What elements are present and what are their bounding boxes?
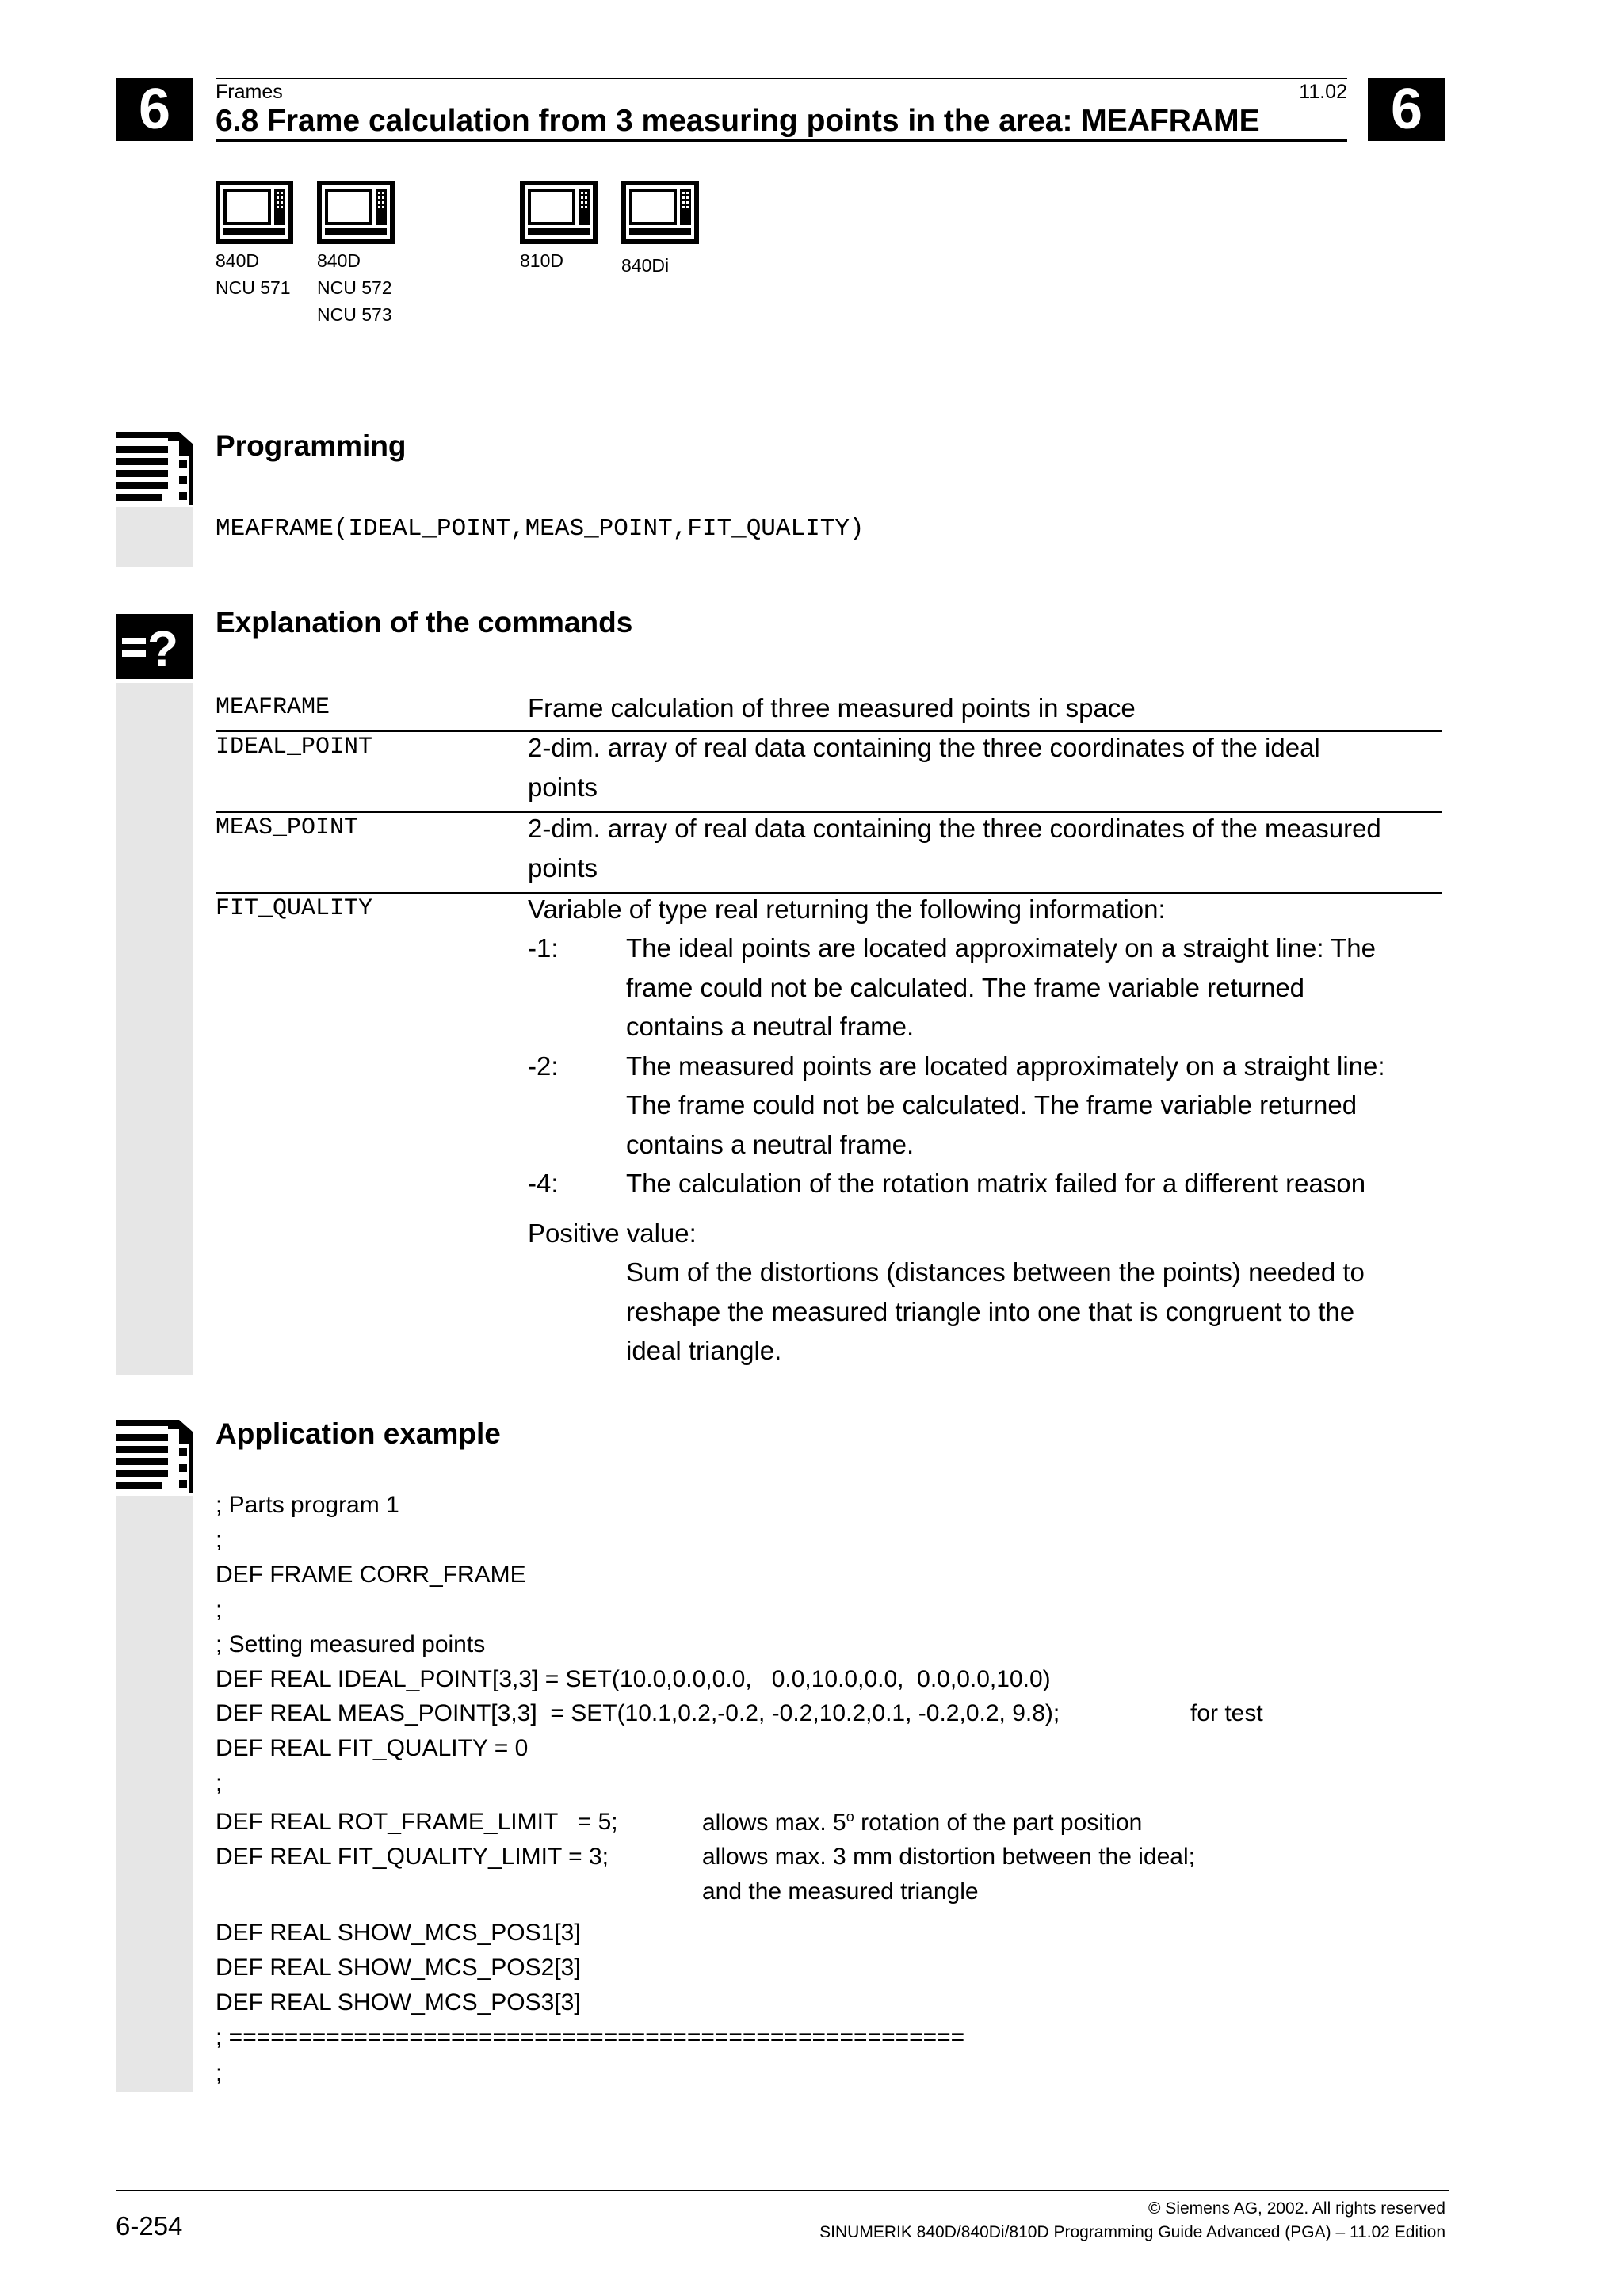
header-top-rule: [216, 78, 1347, 79]
code-line: DEF FRAME CORR_FRAME: [216, 1562, 526, 1588]
page-number: 6-254: [116, 2211, 183, 2241]
table-rule: [216, 811, 1442, 813]
section-label: Frames: [216, 81, 283, 103]
application-heading: Application example: [216, 1417, 501, 1450]
code-value: -4:: [528, 1169, 559, 1198]
code-description-line: contains a neutral frame.: [626, 1129, 915, 1159]
table-rule: [216, 892, 1442, 894]
comment-fit-limit-2: and the measured triangle: [702, 1878, 979, 1905]
footer-rule: [116, 2190, 1449, 2191]
chapter-number: 6: [138, 78, 171, 141]
code-line: DEF REAL FIT_QUALITY = 0: [216, 1735, 529, 1761]
chapter-badge-right: [1368, 78, 1445, 141]
control-panel-icon: [621, 181, 699, 248]
svg-text:?: ?: [147, 620, 179, 677]
code-line: ;: [216, 1527, 223, 1553]
control-label: NCU 572: [317, 277, 392, 298]
control-label: NCU 571: [216, 277, 291, 298]
code-line: DEF REAL MEAS_POINT[3,3] = SET(10.1,0.2,-0.2, -0.2,10.2,0.1, -0.2,0.2, 9.8);: [216, 1700, 1060, 1726]
guide-title: SINUMERIK 840D/840Di/810D Programming Guide Advanced (PGA) – 11.02 Edition: [819, 2223, 1445, 2241]
table-rule: [216, 730, 1442, 732]
code-line: DEF REAL FIT_QUALITY_LIMIT = 3;: [216, 1844, 609, 1870]
programming-heading: Programming: [216, 429, 407, 462]
control-panel-icon: [216, 181, 293, 248]
desc-ideal-point-line-1: 2-dim. array of real data containing the three coordinates of the ideal: [528, 733, 1320, 762]
comment-fit-limit-1: allows max. 3 mm distortion between the ideal;: [702, 1844, 1195, 1870]
code-line: ; Setting measured points: [216, 1631, 486, 1657]
code-description-line: The calculation of the rotation matrix failed for a different reason: [626, 1169, 1366, 1198]
programming-icon: [116, 1420, 193, 1493]
page-title: 6.8 Frame calculation from 3 measuring points in the area: MEAFRAME: [216, 104, 1260, 138]
programming-syntax: MEAFRAME(IDEAL_POINT,MEAS_POINT,FIT_QUALITY): [216, 515, 865, 543]
edition-label: 11.02: [1299, 81, 1347, 103]
code-value: -2:: [528, 1051, 559, 1081]
control-panel-icon: [317, 181, 395, 248]
positive-value-line: Sum of the distortions (distances between the points) needed to: [626, 1257, 1365, 1287]
explanation-heading: Explanation of the commands: [216, 606, 633, 639]
code-line: DEF REAL IDEAL_POINT[3,3] = SET(10.0,0.0,0.0, 0.0,10.0,0.0, 0.0,0.0,10.0): [216, 1666, 1051, 1692]
positive-value-line: ideal triangle.: [626, 1336, 782, 1365]
code-description-line: The frame could not be calculated. The frame variable returned: [626, 1090, 1358, 1119]
code-description-line: frame could not be calculated. The frame variable returned: [626, 972, 1305, 1002]
chapter-number: 6: [1390, 78, 1423, 141]
application-sidebar: [116, 1496, 193, 2092]
code-line: ;: [216, 1596, 223, 1623]
desc-meas-point-line-2: points: [528, 853, 598, 883]
code-description-line: The ideal points are located approximately on a straight line: The: [626, 933, 1376, 963]
term-meaframe: MEAFRAME: [216, 694, 330, 721]
comment-rot-limit: allows max. 5$^o$ rotation of the part position: [702, 1809, 1143, 1836]
header-bottom-rule: [216, 139, 1347, 142]
explanation-sidebar: [116, 683, 193, 1375]
code-line: DEF REAL SHOW_MCS_POS3[3]: [216, 1989, 581, 2016]
code-value: -1:: [528, 933, 559, 963]
control-label: 840D: [317, 250, 361, 271]
control-panel-icon: [520, 181, 598, 248]
desc-fit-quality: Variable of type real returning the following information:: [528, 894, 1166, 924]
code-line: ; =====================================================: [216, 2024, 965, 2050]
control-label: 810D: [520, 250, 563, 271]
programming-icon: [116, 432, 193, 505]
explanation-icon: [116, 614, 193, 679]
control-label: 840D: [216, 250, 259, 271]
code-line: ; Parts program 1: [216, 1492, 399, 1518]
positive-value-label: Positive value:: [528, 1219, 697, 1248]
code-description-line: contains a neutral frame.: [626, 1012, 915, 1041]
comment-for-test: for test: [1190, 1700, 1263, 1726]
code-line: DEF REAL SHOW_MCS_POS1[3]: [216, 1920, 581, 1946]
term-fit-quality: FIT_QUALITY: [216, 895, 373, 922]
control-label: 840Di: [621, 255, 670, 276]
positive-value-line: reshape the measured triangle into one that is congruent to the: [626, 1296, 1355, 1326]
desc-ideal-point-line-2: points: [528, 772, 598, 802]
code-line: DEF REAL SHOW_MCS_POS2[3]: [216, 1955, 581, 1981]
code-line: ;: [216, 1770, 223, 1796]
desc-meaframe: Frame calculation of three measured points in space: [528, 693, 1136, 723]
desc-meas-point-line-1: 2-dim. array of real data containing the three coordinates of the measured: [528, 814, 1381, 843]
chapter-badge-left: [116, 78, 193, 141]
term-meas-point: MEAS_POINT: [216, 814, 359, 841]
copyright: © Siemens AG, 2002. All rights reserved: [1148, 2199, 1445, 2218]
control-label: NCU 573: [317, 304, 392, 325]
code-line: ;: [216, 2060, 223, 2086]
code-line: DEF REAL ROT_FRAME_LIMIT = 5;: [216, 1809, 618, 1835]
programming-sidebar: [116, 507, 193, 567]
code-description-line: The measured points are located approximately on a straight line:: [626, 1051, 1385, 1081]
term-ideal-point: IDEAL_POINT: [216, 734, 373, 761]
